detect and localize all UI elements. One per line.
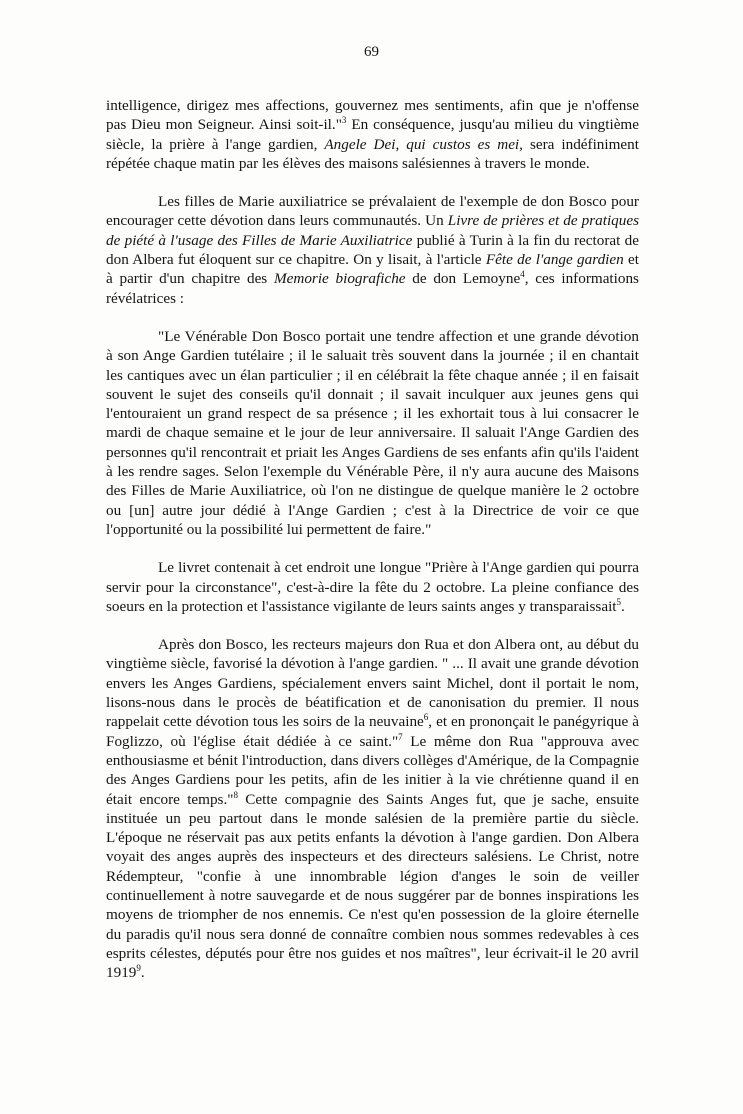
- p5-text-a: Après don Bosco, les recteurs majeurs don Rua et don Albera ont, au début du vingtième siècle, favorisé la dévotion à l'ange gardien. " ... Il avait une grande dévotion envers les Anges Gardiens, spécialement envers saint Michel, dont il portait le nom, lisons-nous dans le procès de béatification et de canonisation du premier. Il nous rappelait cette dévotion tous les soirs de la neuvaine: [106, 636, 639, 731]
- footnote-ref-5: 5: [616, 596, 622, 607]
- p5-text-c: Le même don Rua "approuva avec enthousiasme et bénit l'introduction, dans divers collèges d'Amérique, de la Compagnie des Anges Gardiens pour les petits, afin de les initier à la vie chrétienne quand il en était encore temps.": [106, 732, 639, 808]
- p1-text-b: En conséquence, jusqu'au milieu du vingtième siècle, la prière à l'ange gardien,: [106, 116, 639, 153]
- p2-text-c: et à partir d'un chapitre des: [106, 251, 639, 288]
- p4-text-b: .: [621, 597, 625, 615]
- paragraph-gap: [106, 616, 639, 635]
- footnote-ref-6: 6: [423, 712, 429, 723]
- p2-text-e: , ces informations révélatrices :: [106, 270, 639, 307]
- p5-text-d: Cette compagnie des Saints Anges fut, que je sache, ensuite instituée un peu partout dans le monde salésien de la première partie du siècle. L'époque ne réservait pas aux petits enfants la dévotion à l'ange gardien. Don Albera voyait des anges auprès des inspecteurs et des directeurs salésiens. Le Christ, notre Rédempteur, "confie à une innombrable légion d'anges le soin de veiller continuellement à notre sauvegarde et de nous suggérer par de bonnes inspirations les moyens de triompher de nos ennemis. Ce n'est qu'en possession de la gloire éternelle du paradis qu'il nous sera donné de connaître combien nous sommes redevables à ces esprits célestes, députés pour être nos guides et nos maîtres", leur écrivait-il le 20 avril 1919: [106, 790, 639, 982]
- footnote-ref-4: 4: [520, 269, 525, 280]
- p2-italic-a: Livre de prières et de pratiques de piété à l'usage des Filles de Marie Auxiliatrice: [106, 212, 639, 249]
- p5-text-e: .: [140, 964, 145, 982]
- paragraph-3-quotation: [106, 327, 639, 539]
- paragraph-gap: [106, 308, 639, 327]
- p1-italic-a: Angele Dei, qui custos es mei: [324, 135, 520, 153]
- page-number: 69: [364, 44, 379, 60]
- p2-italic-b: Fête de l'ange gardien: [485, 251, 624, 269]
- p4-text-a: Le livret contenait à cet endroit une longue "Prière à l'Ange gardien qui pourra servir pour la circonstance", c'est-à-dire la fête du 2 octobre. La pleine confiance des soeurs en la protection et l'assistance vigilante de leurs saints anges y transparaissait: [106, 559, 639, 615]
- footnote-ref-9: 9: [136, 963, 141, 974]
- paragraph-gap: [106, 173, 639, 192]
- p2-text-d: de don Lemoyne: [405, 270, 521, 288]
- paragraph-1: [106, 96, 639, 173]
- p2-text-a: Les filles de Marie auxiliatrice se prévalaient de l'exemple de don Bosco pour encourager cette dévotion dans leurs communautés. Un: [106, 193, 639, 230]
- body-text: [106, 96, 639, 982]
- paragraph-gap: [106, 539, 639, 558]
- p3-text-a: "Le Vénérable Don Bosco portait une tendre affection et une grande dévotion à son Ange Gardien tutélaire ; il le saluait très souvent dans la journée ; il en chantait les cantiques avec un élan particulier ; il en célébrait la fête chaque année ; il en faisait souvent le sujet des conseils qu'il donnait ; il savait inculquer aux jeunes gens qui l'entouraient un grand respect de sa présence ; il les exhortait tous à lui consacrer le mardi de chaque semaine et le jour de leur anniversaire. Il saluait l'Ange Gardien des personnes qu'il rencontrait et priait les Anges Gardiens de ses enfants afin qu'ils l'aident à les rendre sages. Selon l'exemple du Vénérable Père, il n'y aura aucune des Maisons des Filles de Marie Auxiliatrice, où l'on ne distingue de quelque manière le 2 octobre ou [un] autre jour dédié à l'Ange Gardien ; c'est à la Directrice de voir ce que l'opportunité ou la possibilité lui permettent de faire.": [106, 327, 639, 538]
- footnote-ref-3: 3: [341, 115, 347, 126]
- p1-text-a: intelligence, dirigez mes affections, gouvernez mes sentiments, afin que je n'offense pas Dieu mon Seigneur. Ainsi soit-il.": [106, 97, 639, 134]
- paragraph-2: [106, 192, 639, 308]
- footnote-ref-8: 8: [233, 789, 238, 800]
- p2-text-b: publié à Turin à la fin du rectorat de don Albera fut éloquent sur ce chapitre. On y lisait, à l'article: [106, 231, 639, 269]
- p5-text-b: , et en prononçait le panégyrique à Foglizzo, où l'église était dédiée à ce saint.": [106, 713, 639, 750]
- footnote-ref-7: 7: [398, 731, 403, 742]
- paragraph-4: [106, 558, 639, 616]
- p2-italic-c: Memorie biografiche: [273, 270, 406, 288]
- p1-text-c: , sera indéfiniment répétée chaque matin par les élèves des maisons salésiennes à travers le monde.: [106, 135, 639, 172]
- paragraph-5: [106, 635, 639, 982]
